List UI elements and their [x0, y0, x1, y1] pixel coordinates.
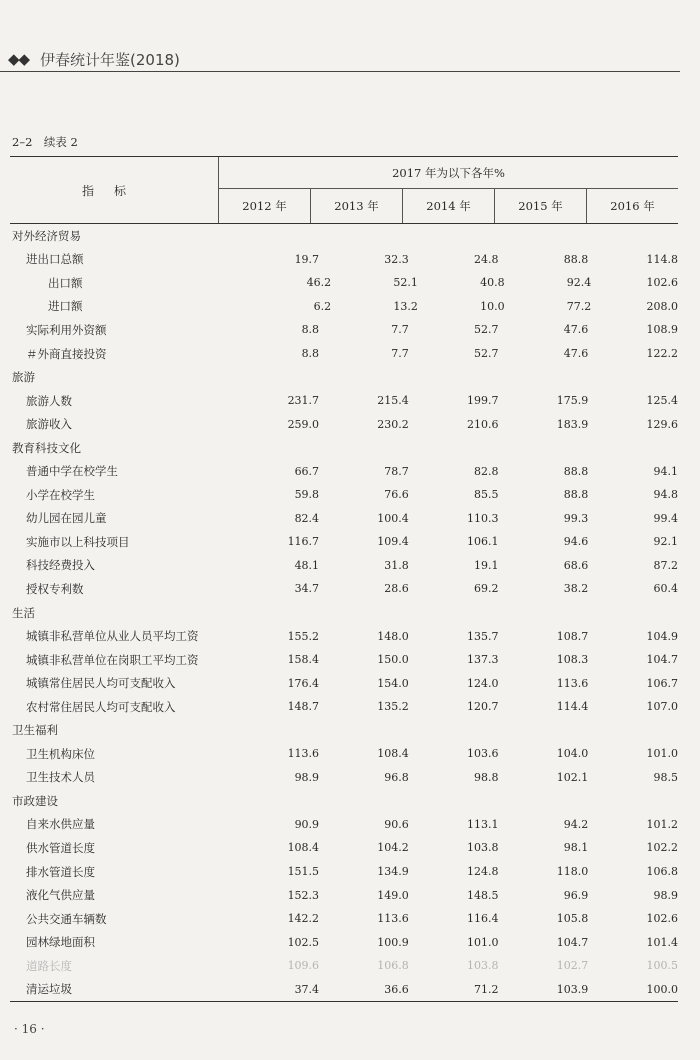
- value-cell: 135.7: [467, 629, 499, 643]
- value-cell: 109.6: [287, 959, 320, 973]
- value-cell: 100.9: [377, 935, 409, 949]
- year-header: 2015 年: [495, 189, 587, 223]
- row-label: 自来水供应量: [26, 817, 95, 832]
- section-row: [10, 718, 678, 742]
- value-cell: 96.8: [384, 770, 409, 784]
- table-row: [10, 530, 678, 554]
- value-cell: 134.9: [377, 865, 409, 879]
- value-cell: 48.1: [294, 558, 320, 572]
- value-cell: 108.4: [287, 841, 320, 855]
- table-row: [10, 412, 678, 436]
- value-cell: 46.2: [306, 276, 332, 290]
- value-cell: 176.4: [287, 676, 320, 690]
- row-label: 普通中学在校学生: [26, 464, 118, 479]
- section-label: 市政建设: [12, 793, 58, 808]
- value-cell: 103.8: [467, 959, 499, 973]
- section-row: [10, 224, 678, 248]
- value-cell: 120.7: [467, 700, 499, 714]
- table-row: [10, 813, 678, 837]
- value-cell: 148.7: [287, 700, 320, 714]
- value-cell: 135.2: [377, 700, 409, 714]
- value-cell: 101.4: [646, 935, 678, 949]
- running-header: [0, 45, 680, 72]
- row-label: 城镇非私营单位从业人员平均工资: [26, 629, 199, 644]
- value-cell: 102.1: [556, 770, 589, 784]
- row-label: 旅游收入: [26, 417, 72, 432]
- value-cell: 158.4: [287, 653, 320, 667]
- value-cell: 104.7: [646, 653, 678, 667]
- row-label: 卫生技术人员: [26, 770, 95, 785]
- table-row: [10, 624, 678, 648]
- value-cell: 108.9: [646, 323, 678, 337]
- value-cell: 59.8: [294, 488, 320, 502]
- value-cell: 102.5: [287, 935, 320, 949]
- row-label: 农村常住居民人均可支配收入: [26, 699, 176, 714]
- row-label: 科技经费投入: [26, 558, 95, 573]
- value-cell: 108.4: [377, 747, 409, 761]
- table-row: [10, 554, 678, 578]
- value-cell: 110.3: [467, 511, 499, 525]
- section-row: [10, 365, 678, 389]
- table-body: [10, 224, 678, 1001]
- value-cell: 231.7: [287, 394, 320, 408]
- value-cell: 104.7: [556, 935, 589, 949]
- row-label: 液化气供应量: [26, 888, 95, 903]
- section-label: 教育科技文化: [12, 440, 81, 455]
- diamond-ornament-icon: ◆◆: [8, 50, 30, 68]
- value-cell: 215.4: [377, 394, 409, 408]
- table-row: [10, 318, 678, 342]
- value-cell: 98.9: [653, 888, 678, 902]
- value-cell: 32.3: [384, 252, 409, 266]
- value-cell: 105.8: [556, 912, 589, 926]
- section-label: 对外经济贸易: [12, 228, 81, 243]
- table-row: [10, 671, 678, 695]
- value-cell: 47.6: [563, 347, 589, 360]
- value-cell: 116.4: [467, 912, 499, 926]
- value-cell: 113.6: [377, 912, 409, 926]
- value-cell: 7.7: [391, 347, 409, 360]
- value-cell: 109.4: [377, 535, 409, 549]
- row-label: 公共交通车辆数: [26, 911, 107, 926]
- value-cell: 68.6: [563, 558, 589, 572]
- year-header: 2013 年: [311, 189, 403, 223]
- row-label: 幼儿园在园儿童: [26, 511, 107, 526]
- value-cell: 94.1: [653, 464, 678, 478]
- value-cell: 10.0: [480, 299, 505, 313]
- value-cell: 90.9: [294, 817, 320, 831]
- value-cell: 8.8: [301, 347, 320, 360]
- value-cell: 98.8: [474, 770, 499, 784]
- value-cell: 116.7: [287, 535, 320, 549]
- value-cell: 94.8: [653, 488, 678, 502]
- value-cell: 99.3: [563, 511, 589, 525]
- table-row: [10, 695, 678, 719]
- value-cell: 19.1: [474, 558, 499, 572]
- value-cell: 142.2: [287, 912, 320, 926]
- value-cell: 98.5: [653, 770, 678, 784]
- table-row: [10, 342, 678, 366]
- value-cell: 37.4: [294, 982, 320, 996]
- value-cell: 106.8: [646, 865, 678, 879]
- value-cell: 150.0: [377, 653, 409, 667]
- table-row: [10, 954, 678, 978]
- value-cell: 102.6: [646, 912, 678, 926]
- value-cell: 24.8: [474, 252, 499, 266]
- value-cell: 175.9: [556, 394, 589, 408]
- value-cell: 102.6: [646, 276, 678, 290]
- value-cell: 101.2: [646, 817, 678, 831]
- value-cell: 100.4: [377, 511, 409, 525]
- value-cell: 92.4: [566, 276, 592, 290]
- value-cell: 40.8: [480, 276, 505, 290]
- value-cell: 38.2: [563, 582, 589, 596]
- value-cell: 106.7: [646, 676, 678, 690]
- value-cell: 155.2: [287, 629, 320, 643]
- value-cell: 66.7: [294, 464, 320, 478]
- table-row: [10, 860, 678, 884]
- year-header: 2012 年: [219, 189, 311, 223]
- value-cell: 103.8: [467, 841, 499, 855]
- row-label: 卫生机构床位: [26, 746, 95, 761]
- value-cell: 98.1: [563, 841, 589, 855]
- value-cell: 88.8: [563, 488, 589, 502]
- row-label: 进口额: [48, 299, 83, 314]
- value-cell: 102.2: [646, 841, 678, 855]
- indicator-header: 指标: [10, 157, 219, 223]
- value-cell: 47.6: [563, 323, 589, 337]
- value-cell: 60.4: [653, 582, 678, 596]
- value-cell: 99.4: [653, 511, 678, 525]
- table-row: [10, 248, 678, 272]
- value-cell: 77.2: [566, 299, 592, 313]
- value-cell: 96.9: [563, 888, 589, 902]
- value-cell: 104.9: [646, 629, 678, 643]
- value-cell: 210.6: [467, 417, 499, 431]
- table-row: [10, 459, 678, 483]
- table-row: [10, 295, 678, 319]
- section-label: 生活: [12, 605, 35, 620]
- value-cell: 118.0: [556, 865, 589, 879]
- row-label: 实际利用外资额: [26, 322, 107, 337]
- value-cell: 87.2: [653, 558, 678, 572]
- value-cell: 230.2: [377, 417, 409, 431]
- value-cell: 129.6: [646, 417, 678, 431]
- row-label: ＃外商直接投资: [26, 346, 107, 361]
- value-cell: 94.6: [563, 535, 589, 549]
- value-cell: 90.6: [384, 817, 409, 831]
- value-cell: 106.8: [377, 959, 409, 973]
- value-cell: 113.6: [287, 747, 320, 761]
- value-cell: 125.4: [646, 394, 678, 408]
- table-label: 2–2 续表 2: [12, 135, 78, 149]
- value-cell: 52.7: [474, 347, 499, 360]
- table-bottom-rule: [10, 1001, 678, 1002]
- value-cell: 88.8: [563, 464, 589, 478]
- statistics-table: [10, 156, 678, 1002]
- section-label: 卫生福利: [12, 723, 58, 738]
- table-row: [10, 389, 678, 413]
- table-row: [10, 766, 678, 790]
- year-header: 2016 年: [610, 199, 655, 213]
- value-cell: 88.8: [563, 252, 589, 266]
- value-cell: 108.3: [556, 653, 589, 667]
- value-cell: 85.5: [474, 488, 499, 502]
- value-cell: 107.0: [646, 700, 678, 714]
- row-label: 实施市以上科技项目: [26, 534, 130, 549]
- value-cell: 151.5: [287, 865, 320, 879]
- value-cell: 114.4: [556, 700, 589, 714]
- row-label: 城镇常住居民人均可支配收入: [26, 676, 176, 691]
- table-row: [10, 507, 678, 531]
- table-header: [10, 157, 678, 224]
- value-cell: 100.0: [646, 982, 678, 996]
- row-label: 供水管道长度: [26, 840, 95, 855]
- value-cell: 148.0: [377, 629, 409, 643]
- value-cell: 113.1: [467, 817, 499, 831]
- value-cell: 28.6: [384, 582, 409, 596]
- value-cell: 52.1: [393, 276, 418, 290]
- row-label: 出口额: [48, 275, 83, 290]
- value-cell: 124.8: [467, 865, 499, 879]
- value-cell: 34.7: [294, 582, 320, 596]
- row-label: 排水管道长度: [26, 864, 95, 879]
- page-number: · 16 ·: [14, 1022, 45, 1036]
- value-cell: 148.5: [467, 888, 499, 902]
- book-title: 伊春统计年鉴(2018): [40, 51, 180, 69]
- row-label: 道路长度: [26, 958, 72, 973]
- value-cell: 183.9: [556, 417, 589, 431]
- value-cell: 101.0: [646, 747, 678, 761]
- year-headers: [219, 189, 678, 223]
- value-cell: 7.7: [391, 323, 409, 337]
- value-cell: 6.2: [313, 299, 332, 313]
- year-header: 2014 年: [403, 189, 495, 223]
- row-label: 旅游人数: [26, 393, 72, 408]
- value-cell: 137.3: [467, 653, 499, 667]
- value-cell: 106.1: [467, 535, 499, 549]
- value-cell: 149.0: [377, 888, 409, 902]
- value-cell: 94.2: [563, 817, 589, 831]
- row-label: 园林绿地面积: [26, 935, 95, 950]
- section-label: 旅游: [12, 370, 35, 385]
- table-row: [10, 930, 678, 954]
- value-cell: 108.7: [556, 629, 589, 643]
- value-cell: 103.9: [556, 982, 589, 996]
- table-row: [10, 742, 678, 766]
- value-cell: 52.7: [474, 323, 499, 337]
- value-cell: 31.8: [384, 558, 409, 572]
- value-cell: 82.4: [294, 511, 320, 525]
- value-cell: 154.0: [377, 676, 409, 690]
- value-cell: 104.0: [556, 747, 589, 761]
- value-cell: 199.7: [467, 394, 499, 408]
- table-row: [10, 483, 678, 507]
- row-label: 授权专利数: [26, 581, 84, 596]
- value-cell: 13.2: [393, 299, 418, 313]
- section-row: [10, 436, 678, 460]
- value-cell: 103.6: [467, 747, 499, 761]
- value-cell: 19.7: [294, 252, 320, 266]
- section-row: [10, 601, 678, 625]
- value-cell: 98.9: [294, 770, 320, 784]
- value-cell: 208.0: [646, 299, 678, 313]
- table-row: [10, 648, 678, 672]
- value-cell: 102.7: [556, 959, 589, 973]
- value-cell: 101.0: [467, 935, 499, 949]
- value-cell: 113.6: [556, 676, 589, 690]
- table-row: [10, 978, 678, 1002]
- value-cell: 36.6: [384, 982, 409, 996]
- value-cell: 104.2: [377, 841, 409, 855]
- row-label: 小学在校学生: [26, 487, 95, 502]
- value-cell: 76.6: [384, 488, 409, 502]
- table-row: [10, 271, 678, 295]
- value-cell: 259.0: [287, 417, 320, 431]
- table-row: [10, 577, 678, 601]
- value-cell: 124.0: [467, 676, 499, 690]
- row-label: 清运垃圾: [26, 982, 72, 997]
- row-label: 城镇非私营单位在岗职工平均工资: [26, 652, 199, 667]
- value-cell: 100.5: [646, 959, 678, 973]
- value-cell: 122.2: [646, 347, 678, 360]
- value-cell: 8.8: [301, 323, 320, 337]
- value-cell: 114.8: [646, 252, 678, 266]
- value-cell: 78.7: [384, 464, 409, 478]
- table-row: [10, 883, 678, 907]
- section-row: [10, 789, 678, 813]
- base-year-header: 2017 年为以下各年%: [219, 157, 678, 189]
- value-cell: 71.2: [474, 982, 499, 996]
- row-label: 进出口总额: [26, 252, 84, 267]
- value-cell: 92.1: [653, 535, 678, 549]
- value-cell: 82.8: [474, 464, 499, 478]
- table-row: [10, 836, 678, 860]
- table-row: [10, 907, 678, 931]
- value-cell: 69.2: [474, 582, 499, 596]
- value-cell: 152.3: [287, 888, 320, 902]
